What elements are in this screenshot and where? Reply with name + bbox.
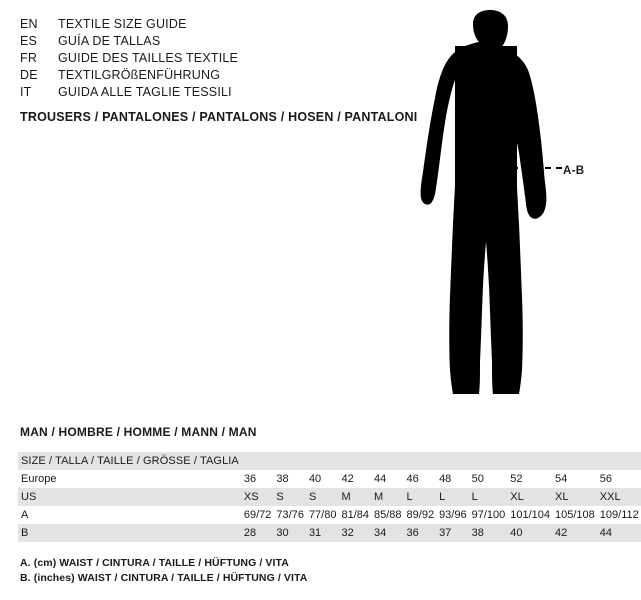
cell <box>507 452 552 470</box>
cell: 109/112 <box>599 509 639 521</box>
row-label-b: B <box>18 524 241 542</box>
table-row <box>18 470 641 488</box>
footnote-b: B. (inches) WAIST / CINTURA / TAILLE / HÜFTUNG / VITA <box>20 572 308 584</box>
cell <box>552 452 597 470</box>
cell: 89/92 <box>406 509 435 521</box>
cell: 31 <box>306 524 339 542</box>
cell: M <box>371 488 404 506</box>
cell: 73/76 <box>276 509 304 521</box>
cell: 36 <box>404 524 437 542</box>
cell: L <box>404 488 437 506</box>
measure-label-ab: A-B <box>563 165 585 177</box>
language-text-de: TEXTILGRÖßENFÜHRUNG <box>58 68 221 82</box>
language-header-block <box>20 16 360 101</box>
cell <box>306 452 339 470</box>
language-text-it: GUIDA ALLE TAGLIE TESSILI <box>58 85 232 99</box>
size-table <box>18 452 641 542</box>
cell: XL <box>507 488 552 506</box>
page-title: TROUSERS / PANTALONES / PANTALONS / HOSEN / PANTALONI <box>20 110 418 124</box>
cell: 48 <box>439 473 452 485</box>
cell <box>404 452 437 470</box>
footnotes <box>20 556 307 586</box>
cell: 37 <box>436 524 469 542</box>
cell: 42 <box>341 473 354 485</box>
cell <box>338 452 371 470</box>
table-row <box>18 506 641 524</box>
table-row <box>18 488 641 506</box>
cell: 97/100 <box>471 509 506 521</box>
trousers-figure <box>395 10 590 410</box>
cell: 46 <box>406 473 419 485</box>
cell: 54 <box>555 473 568 485</box>
language-text-en: TEXTILE SIZE GUIDE <box>58 17 187 31</box>
language-text-es: GUÍA DE TALLAS <box>58 34 161 48</box>
cell: 69/72 <box>243 509 272 521</box>
language-code-en: EN <box>20 17 38 31</box>
cell <box>273 452 306 470</box>
footnote-a: A. (cm) WAIST / CINTURA / TAILLE / HÜFTUNG / VITA <box>20 557 289 569</box>
cell: 32 <box>338 524 371 542</box>
language-row-es <box>20 33 360 50</box>
cell: XS <box>241 488 274 506</box>
table-row <box>18 524 641 542</box>
man-silhouette-icon <box>395 10 590 410</box>
language-text-fr: GUIDE DES TAILLES TEXTILE <box>58 51 239 65</box>
row-label-a: A <box>21 509 29 521</box>
cell: 28 <box>241 524 274 542</box>
cell: 77/80 <box>308 509 337 521</box>
language-code-de: DE <box>20 68 38 82</box>
language-row-it <box>20 84 360 101</box>
cell: 34 <box>371 524 404 542</box>
cell: 40 <box>507 524 552 542</box>
cell: XXL <box>597 488 641 506</box>
language-code-it: IT <box>20 85 32 99</box>
cell: 36 <box>243 473 257 485</box>
cell: 56 <box>599 473 613 485</box>
cell: 52 <box>510 473 523 485</box>
language-row-fr <box>20 50 360 67</box>
cell: 101/104 <box>510 509 551 521</box>
cell: 42 <box>552 524 597 542</box>
cell: M <box>338 488 371 506</box>
cell: 93/96 <box>439 509 467 521</box>
cell: L <box>469 488 508 506</box>
cell: 85/88 <box>374 509 402 521</box>
cell <box>436 452 469 470</box>
cell <box>371 452 404 470</box>
table-group-title: MAN / HOMBRE / HOMME / MANN / MAN <box>20 425 257 439</box>
cell: 40 <box>308 473 322 485</box>
language-code-fr: FR <box>20 51 38 65</box>
cell: S <box>306 488 339 506</box>
cell: L <box>436 488 469 506</box>
cell: 50 <box>471 473 484 485</box>
cell: 38 <box>469 524 508 542</box>
cell: 30 <box>273 524 306 542</box>
row-label-size: SIZE / TALLA / TAILLE / GRÖSSE / TAGLIA <box>18 452 241 470</box>
language-row-en <box>20 16 360 33</box>
row-label-us: US <box>18 488 241 506</box>
cell <box>597 452 641 470</box>
cell: 44 <box>374 473 387 485</box>
language-row-de <box>20 67 360 84</box>
row-label-europe: Europe <box>21 473 57 485</box>
cell: S <box>273 488 306 506</box>
cell <box>241 452 274 470</box>
cell: 81/84 <box>341 509 369 521</box>
table-row <box>18 452 641 470</box>
cell: 105/108 <box>555 509 595 521</box>
language-code-es: ES <box>20 34 38 48</box>
cell: 38 <box>276 473 289 485</box>
cell <box>469 452 508 470</box>
cell: 44 <box>597 524 641 542</box>
cell: XL <box>552 488 597 506</box>
